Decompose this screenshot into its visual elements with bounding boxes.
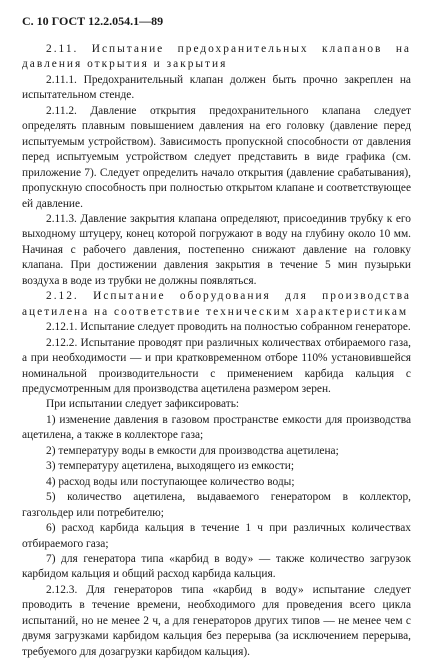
paragraph-2-11-3: 2.11.3. Давление закрытия клапана определяют, присоединив трубку к его выходному штуцеру, конец которой погружают в воду на глубину около 10 мм. Начиная с рабочего давления, постепенно снижают давление на головку клапана. При достижении давления закрытия в течение 5 мин пузырьки воздуха в воде из трубки не должны появляться. [22,212,411,287]
list-item-6: 6) расход карбида кальция в течение 1 ч при различных количествах отбираемого газа; [22,522,411,550]
section-heading-2-11: 2.11. Испытание предохранительных клапанов на давления открытия и закрытия [22,43,411,71]
paragraph-2-12-2: 2.12.2. Испытание проводят при различных количествах отбираемого газа, а при необходимости — и при кратковременном отборе 110% установившейся номинальной производительности с применением карбида кальция с предусмотренным для производства ацетилена размером зерен. [22,336,411,395]
paragraph-2-12-1: 2.12.1. Испытание следует проводить на полностью собранном генераторе. [46,321,411,334]
list-item-1: 1) изменение давления в газовом пространстве емкости для производства ацетилена, а также в коллекторе газа; [22,413,411,442]
paragraph-record-intro: При испытании следует зафиксировать: [46,398,240,411]
body-text [22,42,411,660]
section-heading-2-12: 2.12. Испытание оборудования для производства ацетилена на соответствие техническим характеристикам [22,290,411,318]
list-item-3: 3) температуру ацетилена, выходящего из емкости; [46,460,295,473]
paragraph-2-11-1: 2.11.1. Предохранительный клапан должен быть прочно закреплен на испытательном стенде. [22,73,411,102]
paragraph-2-11-2: 2.11.2. Давление открытия предохранительного клапана следует определять плавным повышением давления на его головку (давление перед испытуемым устройством). Зависимость пропускной способности от давления перед испытуемым устройством следует представить в виде графика (см. приложение 7). Следует определить начало открытия (давление срабатывания), пропускную способность при полностью открытом клапане и соответствующее ей давление. [22,104,411,210]
list-item-5: 5) количество ацетилена, выдаваемого генератором в коллектор, газгольдер или потребителю; [22,491,411,519]
list-item-4: 4) расход воды или поступающее количество воды; [46,475,295,488]
paragraph-2-12-3: 2.12.3. Для генераторов типа «карбид в воду» испытание следует проводить в течение времени, необходимого для проведения всего цикла испытаний, но не менее 2 ч, а для генераторов других типов — не менее чем с двумя загрузками карбидом кальция без перерыва (за исключением перерыва, требуемого для дозагрузки карбидом кальция). [22,583,411,658]
page-header: С. 10 ГОСТ 12.2.054.1—89 [22,14,164,28]
list-item-7: 7) для генератора типа «карбид в воду» — также количество загрузок карбидом кальция и общий расход карбида кальция. [22,552,411,581]
list-item-2: 2) температуру воды в емкости для производства ацетилена; [46,444,339,457]
